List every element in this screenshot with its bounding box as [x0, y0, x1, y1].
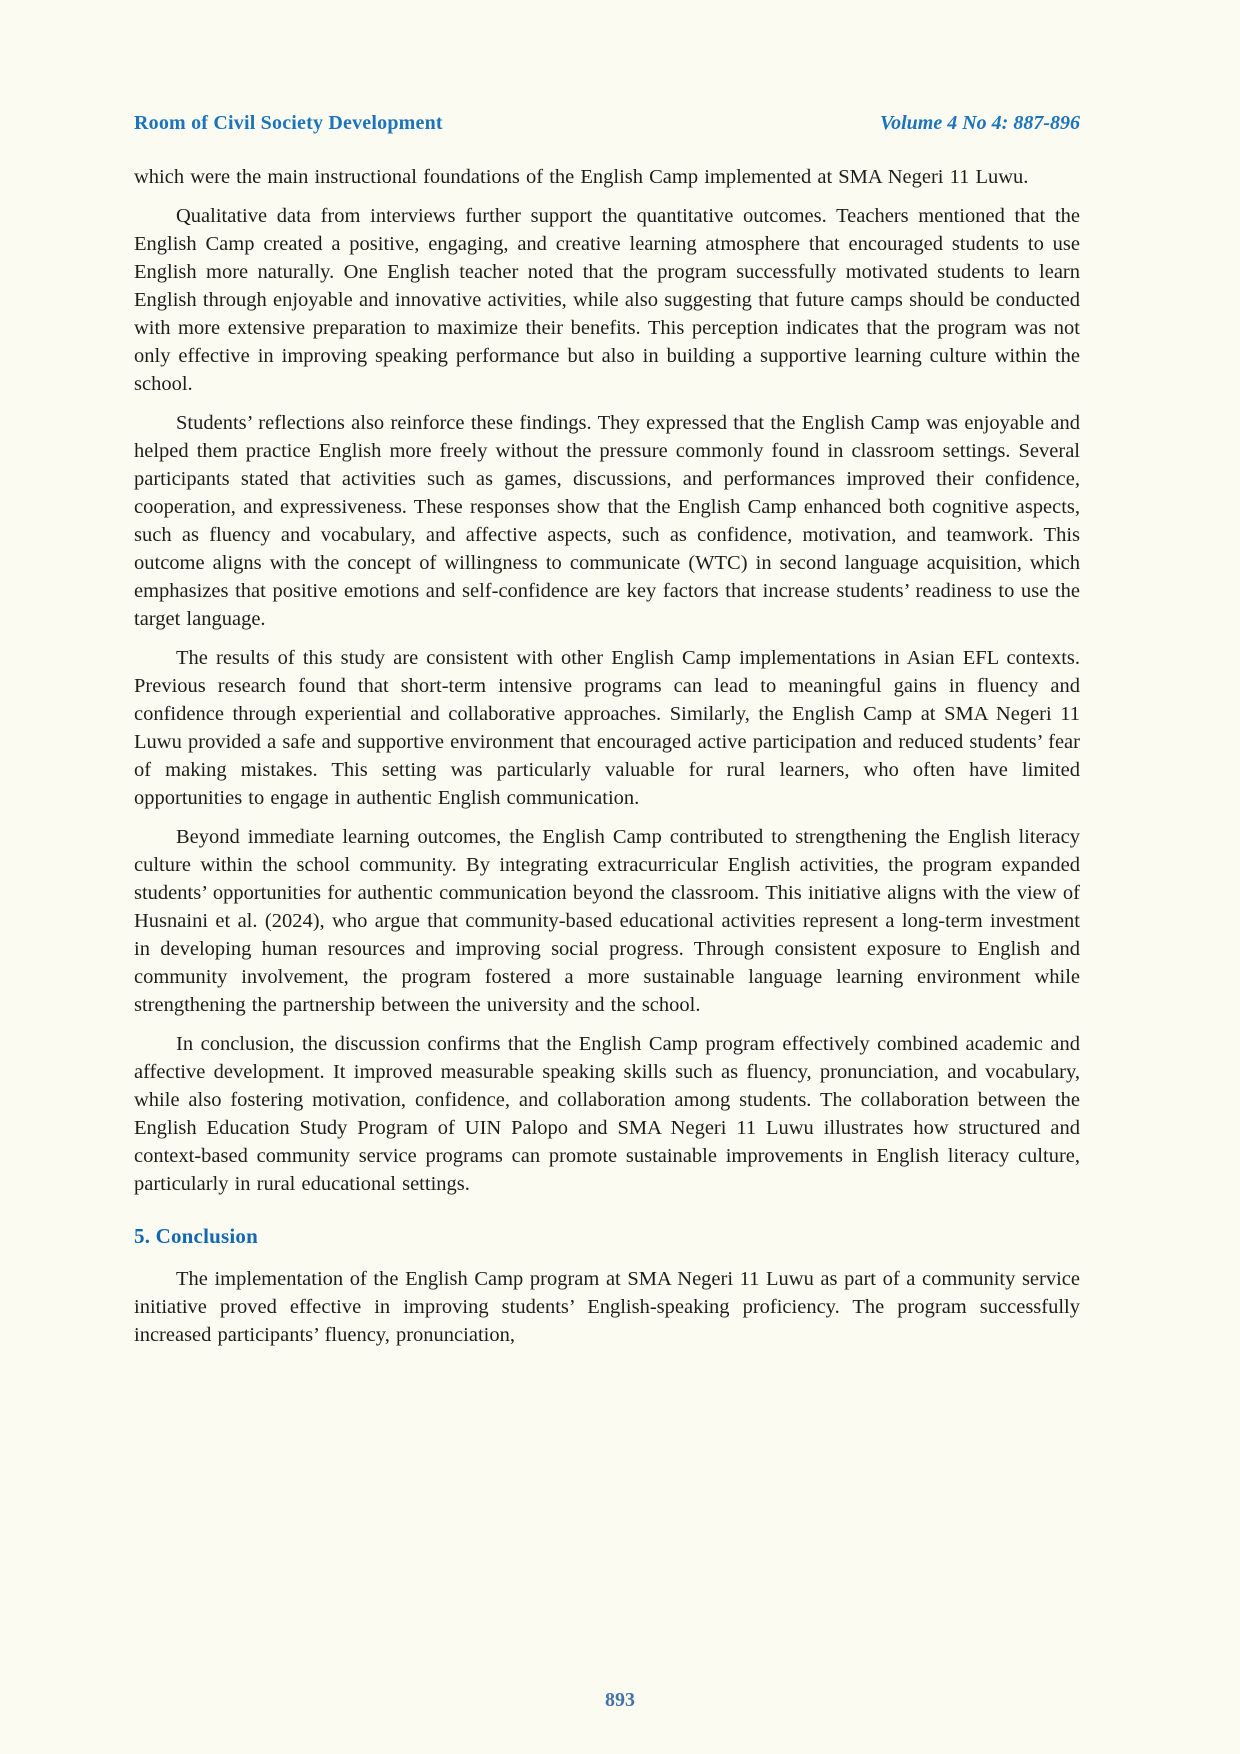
paragraph-continuation: which were the main instructional foundations of the English Camp implemented at SMA Negeri 11 Luwu. [134, 166, 1029, 188]
page-number: 893 [605, 1689, 635, 1711]
journal-name: Room of Civil Society Development [134, 112, 443, 134]
page-footer [0, 1689, 1240, 1712]
document-body [134, 163, 1080, 1349]
paragraph-conclusion: The implementation of the English Camp program at SMA Negeri 11 Luwu as part of a community service initiative proved effective in improving students’ English-speaking proficiency. The program successfully increased participants’ fluency, pronunciation, [134, 1268, 1080, 1346]
section-heading-conclusion: 5. Conclusion [134, 1224, 258, 1248]
page-header [134, 112, 1080, 135]
paragraph: In conclusion, the discussion confirms that the English Camp program effectively combined academic and affective development. It improved measurable speaking skills such as fluency, pronunciation, and vocabulary, while also fostering motivation, confidence, and collaboration among students. The collaboration between the English Education Study Program of UIN Palopo and SMA Negeri 11 Luwu illustrates how structured and context-based community service programs can promote sustainable improvements in English literacy culture, particularly in rural educational settings. [134, 1033, 1080, 1195]
paragraph: The results of this study are consistent with other English Camp implementations in Asian EFL contexts. Previous research found that short-term intensive programs can lead to meaningful gains in fluency and confidence through experiential and collaborative approaches. Similarly, the English Camp at SMA Negeri 11 Luwu provided a safe and supportive environment that encouraged active participation and reduced students’ fear of making mistakes. This setting was particularly valuable for rural learners, who often have limited opportunities to engage in authentic English communication. [134, 647, 1080, 809]
volume-info: Volume 4 No 4: 887-896 [880, 112, 1080, 134]
paragraph: Students’ reflections also reinforce these findings. They expressed that the English Camp was enjoyable and helped them practice English more freely without the pressure commonly found in classroom settings. Several participants stated that activities such as games, discussions, and performances improved their confidence, cooperation, and expressiveness. These responses show that the English Camp enhanced both cognitive aspects, such as fluency and vocabulary, and affective aspects, such as confidence, motivation, and teamwork. This outcome aligns with the concept of willingness to communicate (WTC) in second language acquisition, which emphasizes that positive emotions and self-confidence are key factors that increase students’ readiness to use the target language. [134, 412, 1080, 630]
paragraph: Beyond immediate learning outcomes, the English Camp contributed to strengthening the English literacy culture within the school community. By integrating extracurricular English activities, the program expanded students’ opportunities for authentic communication beyond the classroom. This initiative aligns with the view of Husnaini et al. (2024), who argue that community-based educational activities represent a long-term investment in developing human resources and improving social progress. Through consistent exposure to English and community involvement, the program fostered a more sustainable language learning environment while strengthening the partnership between the university and the school. [134, 826, 1080, 1016]
paragraph: Qualitative data from interviews further support the quantitative outcomes. Teachers mentioned that the English Camp created a positive, engaging, and creative learning atmosphere that encouraged students to use English more naturally. One English teacher noted that the program successfully motivated students to learn English through enjoyable and innovative activities, while also suggesting that future camps should be conducted with more extensive preparation to maximize their benefits. This perception indicates that the program was not only effective in improving speaking performance but also in building a supportive learning culture within the school. [134, 205, 1080, 395]
